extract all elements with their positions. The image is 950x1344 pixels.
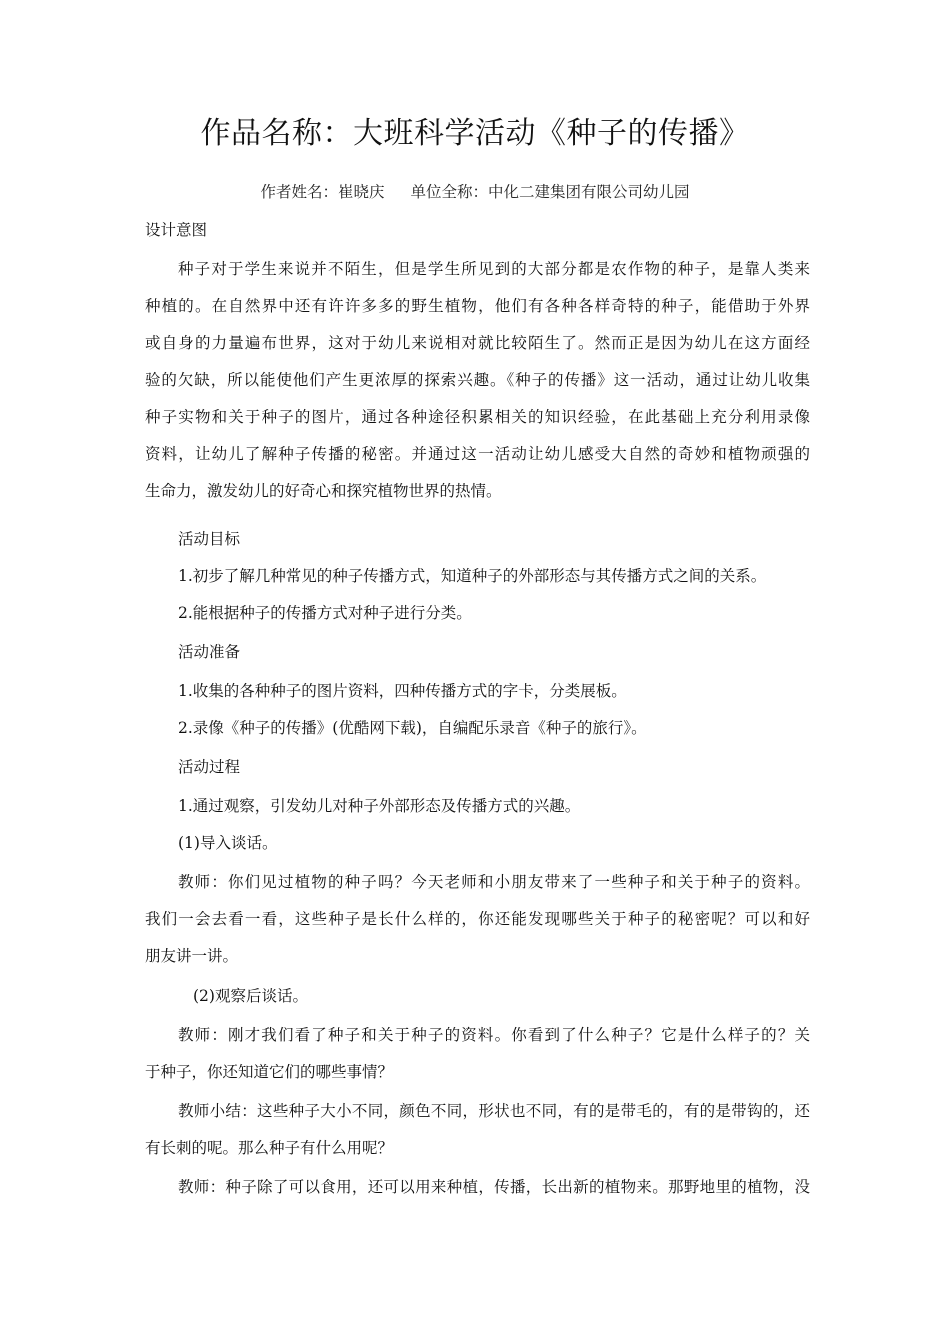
paragraph-line: 种子实物和关于种子的图片，通过各种途径积累相关的知识经验，在此基础上充分利用录像 (145, 408, 810, 426)
list-item: 1.初步了解几种常见的种子传播方式，知道种子的外部形态与其传播方式之间的关系。 (178, 567, 767, 585)
paragraph-line: 教师：刚才我们看了种子和关于种子的资料。你看到了什么种子？它是什么样子的？关 (178, 1026, 810, 1044)
paragraph-line: 我们一会去看一看，这些种子是长什么样的，你还能发现哪些关于种子的秘密呢？可以和好 (145, 910, 810, 928)
sub-item: (1)导入谈话。 (178, 834, 278, 852)
sub-item: (2)观察后谈话。 (193, 987, 308, 1005)
section-heading-preparation: 活动准备 (178, 643, 241, 661)
unit-name: 单位全称：中化二建集团有限公司幼儿园 (410, 183, 690, 201)
section-heading-process: 活动过程 (178, 758, 241, 776)
list-item: 1.收集的各种种子的图片资料，四种传播方式的字卡，分类展板。 (178, 682, 627, 700)
author-line (0, 180, 950, 204)
paragraph-line: 教师：你们见过植物的种子吗？今天老师和小朋友带来了一些种子和关于种子的资料。 (178, 873, 810, 891)
paragraph-line: 教师小结：这些种子大小不同，颜色不同，形状也不同，有的是带毛的，有的是带钩的，还 (178, 1102, 810, 1120)
paragraph-line: 种子对于学生来说并不陌生，但是学生所见到的大部分都是农作物的种子，是靠人类来 (178, 260, 810, 278)
paragraph-line: 验的欠缺，所以能使他们产生更浓厚的探索兴趣。《种子的传播》这一活动，通过让幼儿收集 (145, 371, 810, 389)
paragraph-line: 或自身的力量遍布世界，这对于幼儿来说相对就比较陌生了。然而正是因为幼儿在这方面经 (145, 334, 810, 352)
paragraph-line: 朋友讲一讲。 (145, 947, 239, 965)
section-heading-design: 设计意图 (145, 221, 208, 239)
paragraph-line: 种植的。在自然界中还有许许多多的野生植物，他们有各种各样奇特的种子，能借助于外界 (145, 297, 810, 315)
author-name: 作者姓名：崔晓庆 (260, 183, 385, 201)
paragraph-line: 生命力，激发幼儿的好奇心和探究植物世界的热情。 (145, 482, 502, 500)
paragraph-line: 资料，让幼儿了解种子传播的秘密。并通过这一活动让幼儿感受大自然的奇妙和植物顽强的 (145, 445, 810, 463)
list-item: 2.能根据种子的传播方式对种子进行分类。 (178, 604, 472, 622)
paragraph-line: 教师：种子除了可以食用，还可以用来种植，传播，长出新的植物来。那野地里的植物，没 (178, 1178, 810, 1196)
section-heading-goals: 活动目标 (178, 530, 241, 548)
document-title: 作品名称：大班科学活动《种子的传播》 (200, 116, 750, 151)
list-item: 2.录像《种子的传播》(优酷网下载)，自编配乐录音《种子的旅行》。 (178, 719, 647, 737)
paragraph-line: 于种子，你还知道它们的哪些事情？ (145, 1063, 394, 1081)
list-item: 1.通过观察，引发幼儿对种子外部形态及传播方式的兴趣。 (178, 797, 581, 815)
paragraph-line: 有长刺的呢。那么种子有什么用呢？ (145, 1139, 394, 1157)
